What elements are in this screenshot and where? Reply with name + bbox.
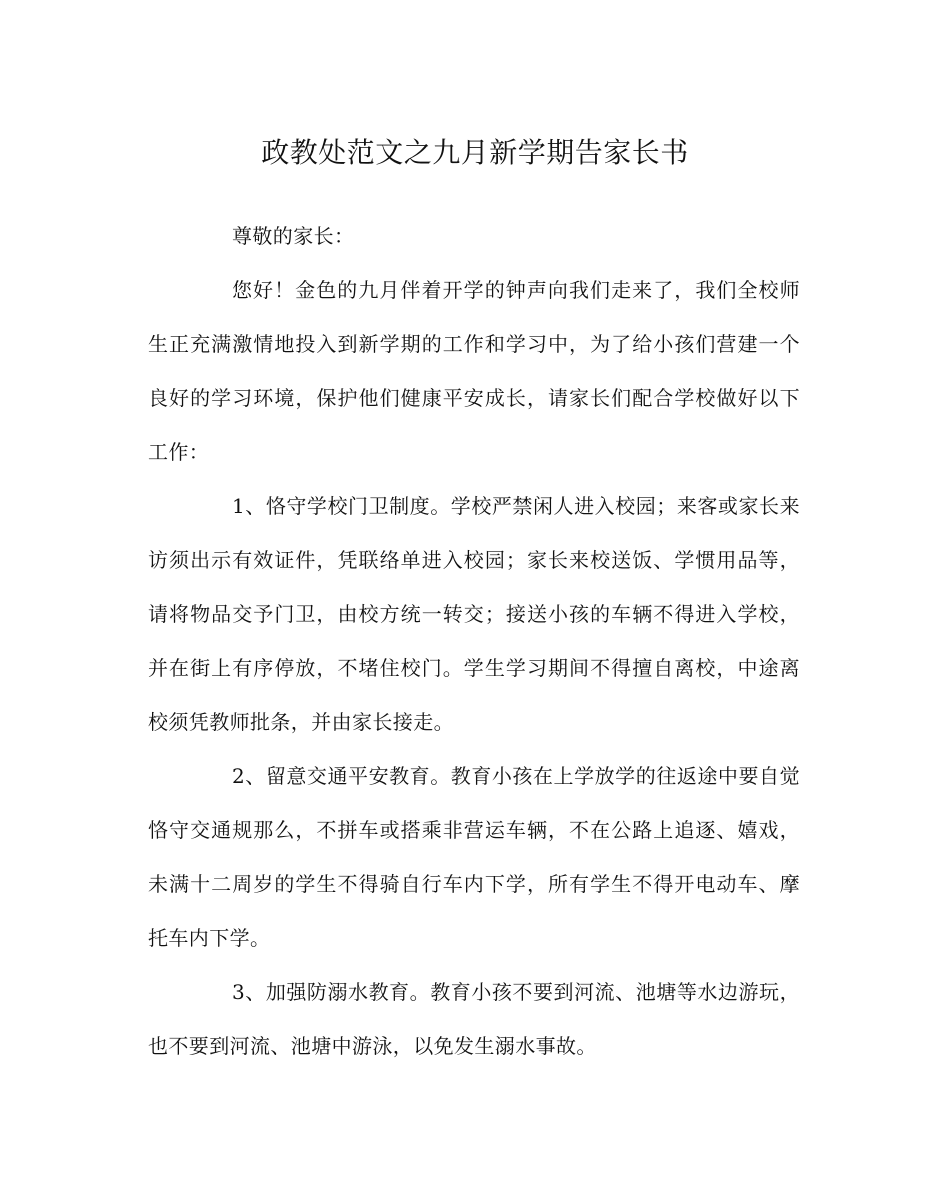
item-3-paragraph: 3、加强防溺水教育。教育小孩不要到河流、池塘等水边游玩，也不要到河流、池塘中游泳，以免发生溺水事故。 bbox=[148, 980, 800, 1058]
intro-paragraph: 您好！金色的九月伴着开学的钟声向我们走来了，我们全校师生正充满激情地投入到新学期的工作和学习中，为了给小孩们营建一个良好的学习环境，保护他们健康平安成长，请家长们配合学校做好以下工作： bbox=[148, 278, 800, 464]
item-1-paragraph: 1、恪守学校门卫制度。学校严禁闲人进入校园；来客或家长来访须出示有效证件，凭联络单进入校园；家长来校送饭、学惯用品等，请将物品交予门卫，由校方统一转交；接送小孩的车辆不得进入学校，并在街上有序停放，不堵住校门。学生学习期间不得擅自离校，中途离校须凭教师批条，并由家长接走。 bbox=[148, 494, 800, 734]
item-2-paragraph: 2、留意交通平安教育。教育小孩在上学放学的往返途中要自觉恪守交通规那么，不拼车或搭乘非营运车辆，不在公路上追逐、嬉戏，未满十二周岁的学生不得骑自行车内下学，所有学生不得开电动车、摩托车内下学。 bbox=[148, 764, 800, 950]
salutation: 尊敬的家长： bbox=[232, 224, 355, 248]
document-title: 政教处范文之九月新学期告家长书 bbox=[261, 136, 689, 169]
document-body bbox=[148, 209, 800, 1073]
